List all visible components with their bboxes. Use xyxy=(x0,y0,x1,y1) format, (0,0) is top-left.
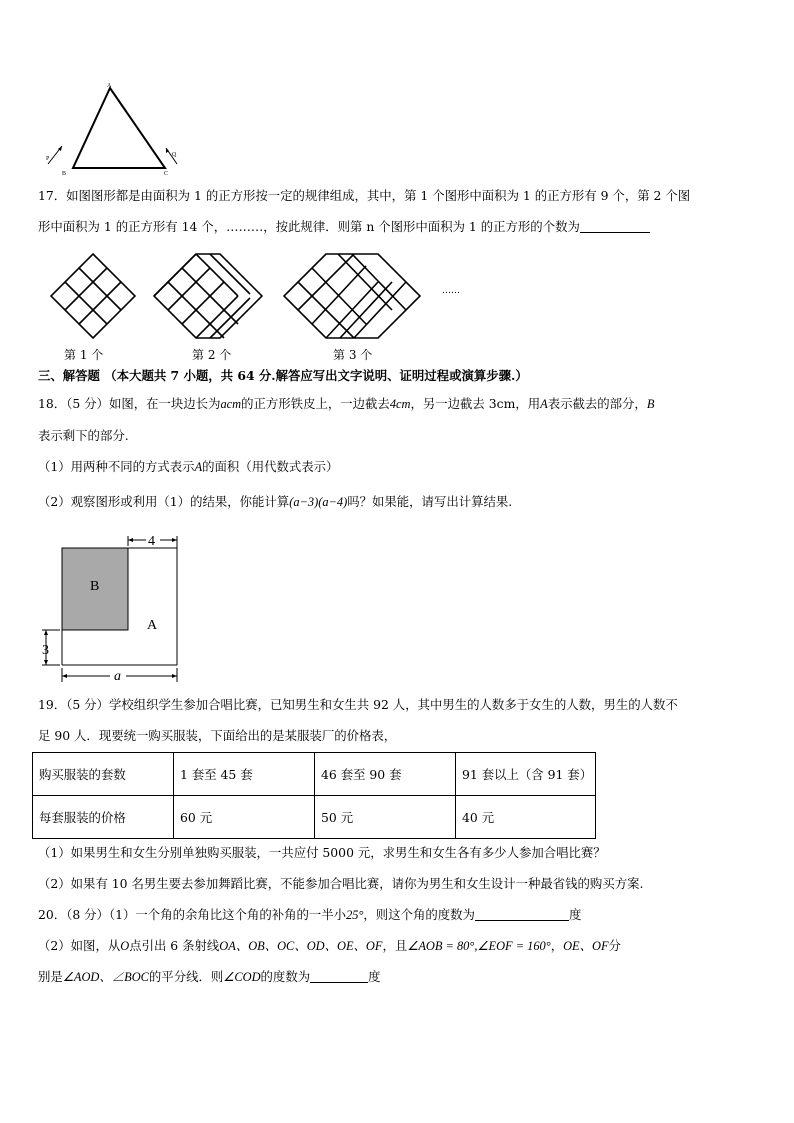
q17-line2 xyxy=(38,219,650,235)
table-cell: 40 元 xyxy=(456,796,596,839)
q18-sub1-b: 的面积（用代数式表示） xyxy=(202,459,339,474)
region-a-label: A xyxy=(147,618,158,633)
q18-acm: acm xyxy=(220,397,242,411)
caption-1: 第 1 个 xyxy=(64,348,104,362)
q19-sub2: （2）如果有 10 名男生要去参加舞蹈比赛，不能参加合唱比赛，请你为男生和女生设计一种最省钱的购买方案. xyxy=(38,876,644,891)
q17-line1: 17．如图图形都是由面积为 1 的正方形按一定的规律组成，其中，第 1 个图形中面积为 1 的正方形有 9 个，第 2 个图 xyxy=(38,188,691,203)
table-cell: 60 元 xyxy=(174,796,315,839)
q19-line2: 足 90 人．现要统一购买服装，下面给出的是某服装厂的价格表， xyxy=(38,728,397,743)
q18-sub2-a: （2）观察图形或利用（1）的结果，你能计算 xyxy=(38,494,290,509)
q18-expr: (a−3)(a−4) xyxy=(289,495,348,509)
q18-a-var: A xyxy=(540,397,548,411)
q20-line2-d: ， xyxy=(550,938,564,953)
q20-line2-b: 点引出 6 条射线 xyxy=(129,938,220,953)
dim-3-label: 3 xyxy=(42,643,49,658)
q20-answer-blank-1[interactable] xyxy=(475,908,569,921)
q18-line1 xyxy=(38,396,654,412)
q20-cod: ∠COD xyxy=(223,970,261,984)
q17-line2-text: 形中面积为 1 的正方形有 14 个，………，按此规律．则第 n 个图形中面积为 1 的正方形的个数为 xyxy=(38,219,580,234)
triangle-label-q: Q xyxy=(172,152,177,158)
q19-line1: 19．（5 分）学校组织学生参加合唱比赛，已知男生和女生共 92 人，其中男生的人数多于女生的人数，男生的人数不 xyxy=(38,697,678,712)
q20-line1 xyxy=(38,907,581,923)
q20-line2 xyxy=(38,938,621,954)
q18-b-var: B xyxy=(646,397,655,411)
table-row xyxy=(33,796,596,839)
q20-line2-c: ，且 xyxy=(382,938,408,953)
q20-line2-e: 分 xyxy=(608,938,621,953)
q20-line2-a: （2）如图，从 xyxy=(38,938,121,953)
triangle-label-b: B xyxy=(62,171,67,176)
q18-sub1-a-var: A xyxy=(194,460,203,474)
q20-bisected: ∠AOD、∠BOC xyxy=(62,970,149,984)
q20-line3-c: 的度数为 xyxy=(260,969,311,984)
q20-du: 度 xyxy=(568,907,582,922)
q20-line3-b: 的平分线．则 xyxy=(148,969,224,984)
triangle-label-c: C xyxy=(164,171,169,176)
triangle-label-a: A xyxy=(107,83,112,89)
q19-sub1: （1）如果男生和女生分别单独购买服装，一共应付 5000 元，求男生和女生各有多少人参加合唱比赛？ xyxy=(38,845,606,860)
dim-4-label: 4 xyxy=(148,534,155,549)
q20-line1-b: ，则这个角的度数为 xyxy=(363,907,475,922)
section-3-heading: 三、解答题 （本大题共 7 小题，共 64 分.解答应写出文字说明、证明过程或演算步骤.） xyxy=(38,368,528,383)
q20-line1-a: 20．（8 分）（1）一个角的余角比这个角的补角的一半小 xyxy=(38,907,347,922)
table-cell: 46 套至 90 套 xyxy=(315,753,456,796)
table-row xyxy=(33,753,596,796)
q20-o: O xyxy=(120,939,130,953)
grid-ellipsis: …… xyxy=(442,286,460,296)
q20-du2: 度 xyxy=(368,969,381,984)
q18-sub1-a: （1）用两种不同的方式表示 xyxy=(38,459,195,474)
caption-2: 第 2 个 xyxy=(192,348,232,362)
table-cell: 91 套以上（含 91 套） xyxy=(456,753,596,796)
q20-oe-of: OE、OF xyxy=(563,939,609,953)
grid-figure-2 xyxy=(153,253,263,339)
q20-angle25: 25° xyxy=(346,908,364,922)
q20-answer-blank-2[interactable] xyxy=(310,970,368,983)
table-cell: 购买服装的套数 xyxy=(33,753,174,796)
q20-line3 xyxy=(38,969,381,985)
region-b-label: B xyxy=(90,579,100,594)
table-cell: 每套服装的价格 xyxy=(33,796,174,839)
q20-angles: ∠AOB = 80°,∠EOF = 160° xyxy=(407,939,551,953)
table-cell: 50 元 xyxy=(315,796,456,839)
table-cell: 1 套至 45 套 xyxy=(174,753,315,796)
price-table xyxy=(32,752,596,839)
grid-figure-3 xyxy=(283,253,421,339)
dim-a-label: a xyxy=(114,669,121,683)
q18-4cm: 4cm xyxy=(389,397,411,411)
q18-sub1 xyxy=(38,459,338,475)
q20-rays: OA、OB、OC、OD、OE、OF xyxy=(219,939,383,953)
triangle-label-p: P xyxy=(46,156,50,162)
q18-line1-d: 表示截去的部分， xyxy=(547,396,647,411)
q18-sub2 xyxy=(38,494,512,510)
q18-line2: 表示剩下的部分. xyxy=(38,428,129,443)
q18-line1-c: ，另一边截去 3cm，用 xyxy=(410,396,541,411)
q18-line1-b: 的正方形铁皮上，一边截去 xyxy=(241,396,390,411)
grid-figure-1 xyxy=(50,253,136,339)
triangle-figure xyxy=(40,78,190,176)
q18-sub2-b: 吗？如果能，请写出计算结果. xyxy=(347,494,513,509)
q20-line3-a: 别是 xyxy=(38,969,63,984)
caption-3: 第 3 个 xyxy=(333,348,373,362)
q18-line1-a: 18．（5 分）如图，在一块边长为 xyxy=(38,396,221,411)
q17-answer-blank[interactable] xyxy=(580,220,650,233)
square-figure xyxy=(36,528,186,683)
